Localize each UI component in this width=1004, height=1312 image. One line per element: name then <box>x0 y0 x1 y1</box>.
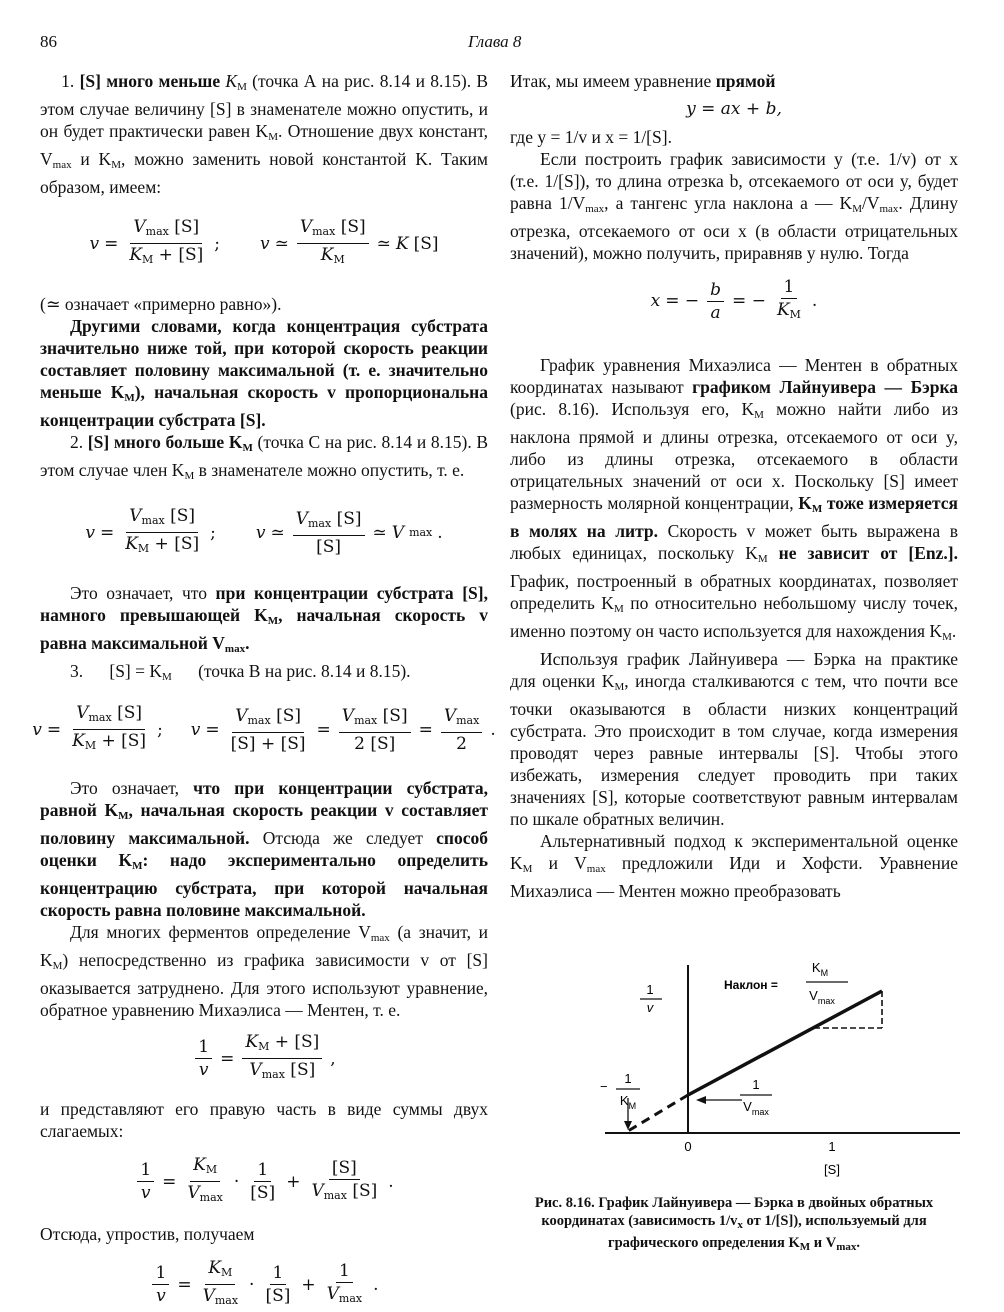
left-column <box>32 70 496 1312</box>
item-1: 1. [S] много меньше $K_M$ (точка А на рис. 8.14 и 8.15). В этом случае величину [S] в знаменателе можно опустить, и он будет практически равен $K_M$. Отношение двух констант, $V_{max}$ и $K_M$, можно заменить новой константой K. Таким образом, имеем: <box>40 71 489 197</box>
svg-text:KM: $K_M$ <box>811 960 829 978</box>
svg-text:−: − <box>600 1079 608 1094</box>
paragraph-6: Это означает, что при концентрации субстрата, равной $K_M$, начальная скорость реакции v составляет половину максимальной. Отсюда же следует способ оценки $K_M$: надо экспериментально определить концентрацию субстрата, при которой начальная скорость равна половине максимальной. <box>40 778 489 920</box>
paragraph-9: Отсюда, упростив, получаем <box>40 1224 255 1244</box>
paragraph-4: Это означает, что при концентрации субстрата [S], намного превышающей $K_M$, начальная скорость v равна максимальной $V_{max}$. <box>40 583 488 655</box>
y-intercept-label: 1 <box>752 1077 760 1092</box>
paragraph-2: Другими словами, когда концентрация субстрата значительно ниже той, при которой скорость реакции составляет половину максимальной (т. е. значительно меньше $K_M$), начальная скорость v пропорциональна концентрации субстрата [S]. <box>40 316 488 430</box>
formula-final: $\frac{1}{v}$ = $\frac{K_M}{V_{max}}$ · $\frac{1}{[S]}$ + $\frac{1}{V_{max}}$ . <box>40 1257 488 1312</box>
y-intercept-arrow <box>696 1096 706 1104</box>
paragraph-8: и представляют его правую часть в виде суммы двух слагаемых: <box>40 1099 488 1141</box>
lineweaver-burk-plot <box>510 955 970 1180</box>
chapter-title: Глава 8 <box>468 32 522 51</box>
svg-text:KM: $K_M$ <box>619 1093 637 1111</box>
figure-caption: Рис. 8.16. График Лайнуивера — Бэрка в двойных обратных координатах (зависимость $1/v_x$ от 1/[S]), используемый для графического определения $K_M$ и $V_{max}$. <box>534 1195 934 1253</box>
right-column <box>510 70 958 902</box>
x-axis-label: 1 <box>828 1139 836 1154</box>
formula-half: v = $\frac{V_{max} [S]}{K_M + [S]}$ ; v = $\frac{V_{max} [S]}{[S] + [S]}$ = $\frac{V_{max} [S]}{2 [S]}$ = $\frac{V_{max}}{2}$ . <box>32 703 496 754</box>
svg-text:Vmax: $V_{max}$ <box>743 1099 769 1117</box>
formula-reciprocal: $\frac{1}{v}$ = $\frac{K_M + [S]}{V_{max} [S]}$ , <box>40 1031 488 1086</box>
formula-high-s: v = $\frac{V_{max} [S]}{K_M + [S]}$ ; v ≃ $\frac{V_{max} [S]}{[S]}$ ≃ V max . <box>85 506 443 557</box>
regression-line <box>688 991 882 1095</box>
right-paragraph-5: Альтернативный подход к экспериментальной оценке $K_M$ и $V_{max}$ предложили Иди и Хофсти. Уравнение Михаэлиса — Ментен можно преобразовать <box>510 831 959 901</box>
svg-text:Vmax: $V_{max}$ <box>809 988 835 1006</box>
paragraph-7: Для многих ферментов определение $V_{max}$ (а значит, и $K_M$) непосредственно из графика зависимости v от [S] оказывается затруднено. Для этого используют уравнение, обратное уравнению Михаэлиса — Ментен, т. е. <box>40 922 489 1020</box>
y-axis-label: 1 <box>646 982 654 997</box>
right-intro: Итак, мы имеем уравнение прямой <box>510 71 776 91</box>
x-intercept-label: 1 <box>624 1071 632 1086</box>
where-line: где y = 1/v и x = 1/[S]. <box>510 127 672 147</box>
right-paragraph-4: Используя график Лайнуивера — Бэрка на практике для оценки $K_M$, иногда сталкиваются с тем, что почти все точки оказываются в области низких концентраций субстрата. Это происходит в том случае, когда измерения проводят через равные интервалы [S]. Чтобы этого избежать, измерения следует проводить при таких значениях [S], которые соответствуют равным интервалам по шкале обратных величин. <box>510 649 958 829</box>
page-number: 86 <box>40 32 57 51</box>
right-paragraph-2: Если построить график зависимости y (т.е. 1/v) от x (т.е. 1/[S]), то длина отрезка b, отсекаемого от оси y, будет равна $1/V_{max}$, а тангенс угла наклона a — $K_M/V_{max}$. Длину отрезка, отсекаемого от оси x (в области отрицательных значений), можно получить, приравняв y нулю. Тогда <box>510 149 958 263</box>
tick-zero: 0 <box>684 1139 692 1154</box>
extrapolation-line <box>628 1095 688 1131</box>
svg-text:[S]: [S] <box>824 1162 840 1177</box>
line-equation: y = ax + b, <box>686 99 782 119</box>
formula-sum: $\frac{1}{v}$ = $\frac{K_M}{V_{max}}$ · $\frac{1}{[S]}$ + $\frac{[S]}{V_{max} [S]}$ . <box>40 1154 488 1209</box>
right-paragraph-3: График уравнения Михаэлиса — Ментен в обратных координатах называют графиком Лайнуивера — Бэрка (рис. 8.16). Используя его, $K_M$ можно найти либо из наклона прямой и длины отрезка, отсекаемого от оси y, либо из длины отрезка, отсекаемого в области отрицательных значений от оси x. Поскольку [S] имеет размерность молярной концентрации, $K_M$ тоже измеряется в молях на литр. Скорость v может быть выражена в любых единицах, поскольку $K_M$ не зависит от [Enz.]. График, построенный в обратных координатах, позволяет определить $K_M$ по относительно небольшому числу точек, именно поэтому он часто используется для нахождения $K_M$. <box>510 355 959 643</box>
formula-x-intercept: x = − $\frac{b}{a}$ = − $\frac{1}{K_M}$ . <box>650 277 818 323</box>
slope-label: Наклон = <box>724 978 778 992</box>
item-3: 3. $[S] = K_M$ (точка В на рис. 8.14 и 8.15). <box>70 661 411 683</box>
item-2: 2. [S] много больше $K_M$ (точка С на рис. 8.14 и 8.15). В этом случае член $K_M$ в знаменателе можно опустить, т. е. <box>40 432 489 482</box>
approx-note: (≃ означает «примерно равно»). <box>40 294 282 314</box>
formula-low-s: v = $\frac{V_{max} [S]}{K_M + [S]}$ ; v ≃ $\frac{V_{max} [S]}{K_M}$ ≃ K [S] <box>89 217 439 266</box>
svg-text:v: v <box>646 1000 654 1015</box>
